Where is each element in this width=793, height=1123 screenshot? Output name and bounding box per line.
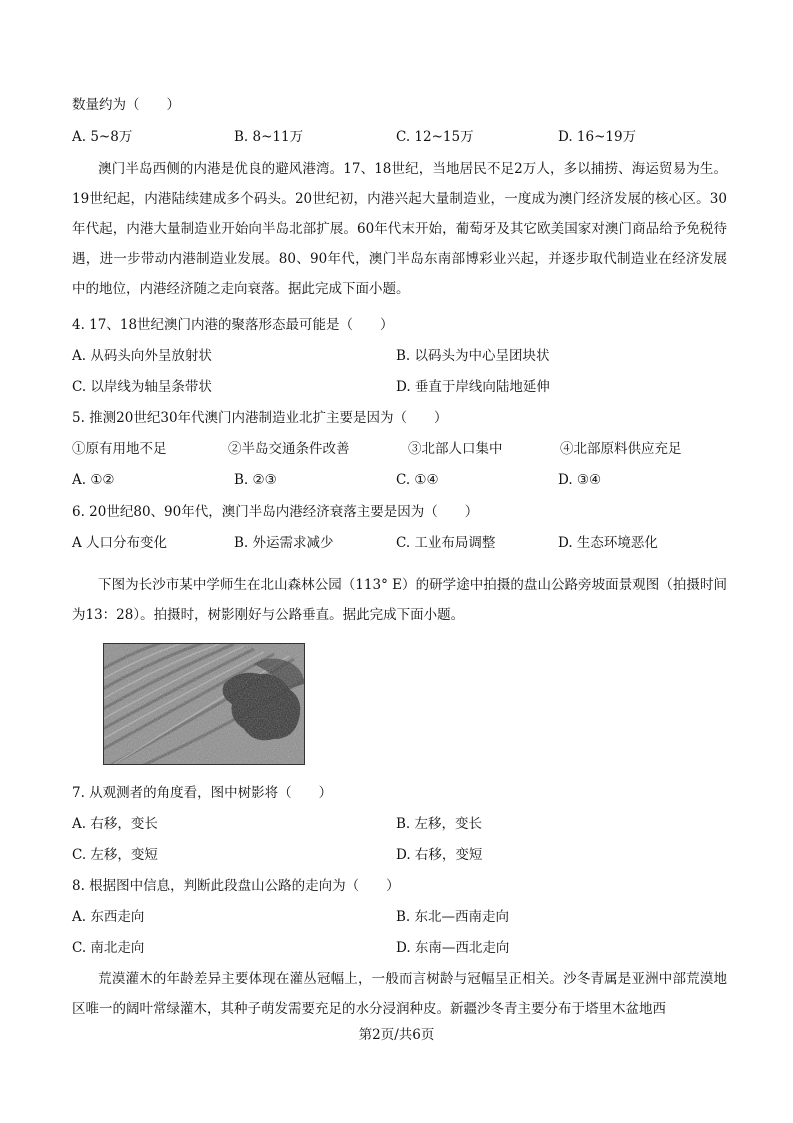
slope-photo — [103, 643, 305, 765]
q5-items — [72, 440, 727, 458]
q4-option-b: B. 以码头为中心呈团块状 — [396, 348, 550, 364]
q8-stem: 8. 根据图中信息，判断此段盘山公路的走向为（ ） — [72, 878, 400, 894]
q7-option-c: C. 左移，变短 — [72, 847, 158, 863]
q3-stem-tail: 数量约为（ ） — [72, 97, 180, 113]
q7-option-a: A. 右移，变长 — [72, 816, 158, 832]
q7-stem: 7. 从观测者的角度看，图中树影将（ ） — [72, 785, 333, 801]
q4-option-a: A. 从码头向外呈放射状 — [72, 348, 212, 364]
q4-option-c: C. 以岸线为轴呈条带状 — [72, 379, 212, 395]
q6-option-a: A 人口分布变化 — [72, 535, 168, 551]
passage-desert: 荒漠灌木的年龄差异主要体现在灌丛冠幅上，一般而言树龄与冠幅呈正相关。沙冬青属是亚洲中部荒漠地区唯一的阔叶常绿灌木，其种子萌发需要充足的水分浸润种皮。新疆沙冬青主要分布于塔里木盆地西 — [72, 971, 727, 1017]
q7-option-d: D. 右移，变短 — [396, 847, 483, 863]
q8-options-row2 — [72, 939, 727, 957]
q5-item-4: ④北部原料供应充足 — [560, 441, 682, 457]
q6-option-b: B. 外运需求减少 — [234, 535, 334, 551]
q6-option-d: D. 生态环境恶化 — [558, 535, 658, 551]
q4-options-row1 — [72, 347, 727, 365]
q6-option-c: C. 工业布局调整 — [396, 535, 496, 551]
q5-item-1: ①原有用地不足 — [72, 441, 167, 457]
q3-option-b: B. 8~11万 — [234, 129, 304, 145]
q7-options-row1 — [72, 815, 727, 833]
q8-option-b: B. 东北—西南走向 — [396, 909, 510, 925]
q5-option-a: A. ①② — [72, 472, 115, 488]
q4-options-row2 — [72, 378, 727, 396]
q8-option-c: C. 南北走向 — [72, 940, 145, 956]
q5-stem: 5. 推测20世纪30年代澳门内港制造业北扩主要是因为（ ） — [72, 410, 448, 426]
passage-macau: 澳门半岛西侧的内港是优良的避风港湾。17、18世纪，当地居民不足2万人，多以捕捞、海运贸易为生。19世纪起，内港陆续建成多个码头。20世纪初，内港兴起大量制造业，一度成为澳门经济发展的核心区。30年代起，内港大量制造业开始向半岛北部扩展。60年代末开始，葡萄牙及其它欧美国家对澳门商品给予免税待遇，进一步带动内港制造业发展。80、90年代，澳门半岛东南部博彩业兴起，并逐步取代制造业在经济发展中的地位，内港经济随之走向衰落。据此完成下面小题。 — [72, 161, 727, 297]
q8-option-d: D. 东南—西北走向 — [396, 940, 510, 956]
q3-options — [72, 128, 727, 146]
q4-option-d: D. 垂直于岸线向陆地延伸 — [396, 379, 550, 395]
page-footer: 第2页/共6页 — [358, 1027, 435, 1043]
q7-option-b: B. 左移，变长 — [396, 816, 483, 832]
q5-option-c: C. ①④ — [396, 472, 439, 488]
q6-options — [72, 534, 727, 552]
slope-photo-image — [104, 644, 304, 764]
q6-stem: 6. 20世纪80、90年代，澳门半岛内港经济衰落主要是因为（ ） — [72, 504, 479, 520]
q5-option-d: D. ③④ — [558, 472, 602, 488]
passage-changsha: 下图为长沙市某中学师生在北山森林公园（113° E）的研学途中拍摄的盘山公路旁坡面景观图（拍摄时间为13：28）。拍摄时，树影刚好与公路垂直。据此完成下面小题。 — [72, 577, 727, 623]
q3-option-a: A. 5~8万 — [72, 129, 133, 145]
q5-options — [72, 471, 727, 489]
q7-options-row2 — [72, 846, 727, 864]
q5-item-3: ③北部人口集中 — [408, 441, 503, 457]
q5-option-b: B. ②③ — [234, 472, 277, 488]
q3-option-d: D. 16~19万 — [558, 129, 637, 145]
q8-options-row1 — [72, 908, 727, 926]
q4-stem: 4. 17、18世纪澳门内港的聚落形态最可能是（ ） — [72, 317, 394, 333]
q3-option-c: C. 12~15万 — [396, 129, 474, 145]
q8-option-a: A. 东西走向 — [72, 909, 145, 925]
q5-item-2: ②半岛交通条件改善 — [228, 441, 350, 457]
